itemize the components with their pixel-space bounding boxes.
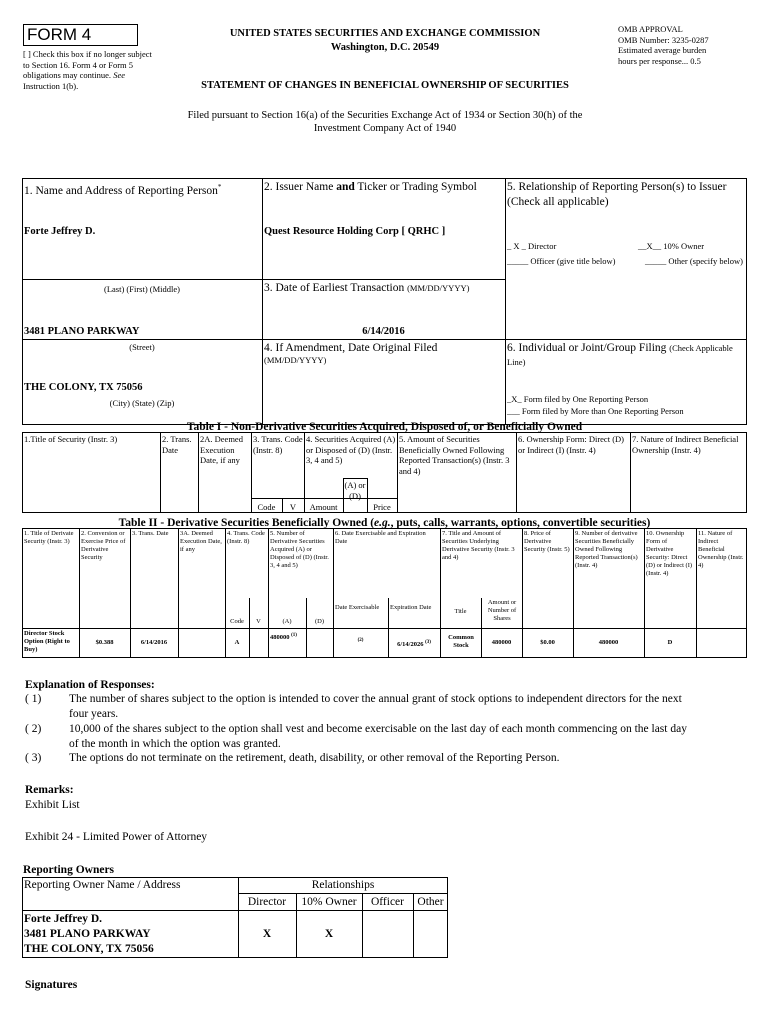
t2-sub-exer: Date Exercisable [335, 604, 380, 611]
owner-ten-mark: X [324, 928, 334, 940]
reporting-person-name: Forte Jeffrey D. [24, 226, 96, 237]
t1-h1: 1.Title of Security (Instr. 3) [24, 434, 118, 444]
box5-label: 5. Relationship of Reporting Person(s) to Issuer [507, 181, 727, 193]
explanation-item-2-line2: of the month in which the option was granted. [69, 738, 281, 750]
t2-row-shares: 480000 [491, 639, 512, 646]
t1-sub-amount: Amount [309, 502, 338, 512]
box2-label: 2. Issuer Name and Ticker or Trading Symbol [264, 181, 477, 193]
omb-number: OMB Number: 3235-0287 [618, 34, 709, 45]
t1-sub-aord: (A) or (D) [344, 480, 366, 501]
filing-option-one: _X_ Form filed by One Reporting Person [507, 394, 649, 404]
form-title: FORM 4 [27, 25, 92, 44]
owner-director-mark: X [262, 928, 272, 940]
agency-city: Washington, D.C. 20549 [330, 42, 440, 53]
table2-title: Table II - Derivative Securities Beneficially Owned (e.g., puts, calls, warrants, options, convertible securities) [118, 517, 651, 529]
explanation-item-1-line2: four years. [69, 708, 119, 720]
t2-row-deriv-price: $0.00 [540, 639, 555, 646]
filed-line-2: Investment Company Act of 1940 [313, 123, 457, 134]
explanation-item-1-num: ( 1) [25, 693, 42, 705]
owners-col-other: Other [417, 896, 444, 908]
t2-h4: 4. Trans. Code (Instr. 8) [227, 530, 265, 545]
t2-h6: 6. Date Exercisable and Expiration Date [335, 530, 426, 545]
explanation-item-2-line1: 10,000 of the shares subject to the option shall vest and become exercisable on the last day of each month commencing on the last day [69, 723, 687, 735]
omb-approval [618, 24, 758, 66]
t1-sub-price: Price [373, 502, 391, 512]
t2-h1: 1. Title of Derivate Security (Instr. 3) [24, 530, 74, 545]
street-caption: (Street) [129, 342, 155, 352]
check-box-text: [ ] Check this box if no longer subject to Section 16. Form 4 or Form 5 obligations may continue. [23, 49, 152, 80]
check-box-instruction [23, 49, 153, 91]
box4-date-format: (MM/DD/YYYY) [264, 355, 327, 365]
t2-row-expiration: 6/14/2026 $^{(3)}$ [397, 640, 431, 649]
table1-title: Table I - Non-Derivative Securities Acquired, Disposed of, or Beneficially Owned [186, 421, 583, 433]
t1-h6: 6. Ownership Form: Direct (D) or Indirect (I) (Instr. 4) [518, 434, 624, 455]
explanation-item-1-line1: The number of shares subject to the option is intended to cover the annual grant of stock options to independent directors for the next [69, 693, 682, 705]
owners-col-relationships: Relationships [311, 879, 375, 891]
t2-sub-amt: Amount or Number of Shares [487, 599, 517, 622]
t1-h2a: 2A. Deemed Execution Date, if any [200, 434, 243, 465]
t2-h9: 9. Number of derivative Securities Beneficially Owned Following Reported Transaction(s) (Instr. 4) [575, 530, 638, 569]
t2-sub-exp: Expiration Date [390, 604, 432, 611]
t2-row-form: D [667, 639, 673, 646]
box5-sub: (Check all applicable) [507, 196, 609, 208]
t2-sub-title: Title [454, 608, 467, 615]
filing-option-more: ___ Form filed by More than One Reporting Person [507, 406, 684, 416]
t2-row-exer-note: (2) [357, 638, 364, 643]
t2-h5: 5. Number of Derivative Securities Acquired (A) or Disposed of (D) (Instr. 3, 4 and 5) [270, 530, 329, 569]
t2-row-acquired: 480000 $^{(1)}$ [270, 633, 297, 642]
remarks-line-2: Exhibit 24 - Limited Power of Attorney [25, 831, 208, 843]
t2-h7: 7. Title and Amount of Securities Underlying Derivative Security (Instr. 3 and 4) [442, 530, 515, 561]
relationship-officer: _____ Officer (give title below) [507, 256, 616, 266]
box1-label: 1. Name and Address of Reporting Person* [24, 183, 222, 197]
owner-name: Forte Jeffrey D. [24, 913, 103, 925]
owners-col-name: Reporting Owner Name / Address [24, 879, 181, 891]
explanation-item-3-line1: The options do not terminate on the retirement, death, disability, or other removal of the Reporting Person. [69, 752, 560, 764]
box6-label: 6. Individual or Joint/Group Filing (Check Applicable Line) [507, 342, 733, 367]
owners-heading: Reporting Owners [23, 864, 115, 876]
relationship-director: _ X _ Director [507, 241, 557, 251]
relationship-other: _____ Other (specify below) [645, 256, 743, 266]
box4-label: 4. If Amendment, Date Original Filed [264, 342, 438, 354]
omb-title: OMB APPROVAL [618, 24, 683, 34]
issuer-name: Quest Resource Holding Corp [ QRHC ] [264, 226, 446, 237]
explanation-heading: Explanation of Responses: [25, 679, 155, 691]
t2-row-date: 6/14/2016 [140, 639, 168, 646]
reporting-person-street: 3481 PLANO PARKWAY [24, 326, 140, 337]
city-caption: (City) (State) (Zip) [109, 398, 175, 408]
explanation-item-3-num: ( 3) [25, 752, 42, 764]
box3-label: 3. Date of Earliest Transaction (MM/DD/YYYY) [264, 282, 470, 294]
explanation-item-2-num: ( 2) [25, 723, 42, 735]
owners-col-officer: Officer [371, 896, 404, 908]
t1-h3: 3. Trans. Code (Instr. 8) [253, 434, 303, 455]
name-caption: (Last) (First) (Middle) [103, 284, 180, 294]
agency-name: UNITED STATES SECURITIES AND EXCHANGE COMMISSION [229, 28, 541, 39]
owner-street: 3481 PLANO PARKWAY [24, 928, 151, 940]
earliest-transaction-date: 6/14/2016 [362, 326, 405, 337]
t2-sub-v: V [256, 618, 261, 625]
signatures-heading: Signatures [25, 979, 78, 991]
t1-h5: 5. Amount of Securities Beneficially Owned Following Reported Transaction(s) (Instr. 3 and 4) [399, 434, 510, 476]
t2-h3: 3. Trans. Date [132, 530, 169, 537]
relationship-ten-pct: __X__ 10% Owner [638, 241, 705, 251]
t2-h2: 2. Conversion or Exercise Price of Derivative Security [81, 530, 126, 561]
t1-h4: 4. Securities Acquired (A) or Disposed of (D) (Instr. 3, 4 and 5) [306, 434, 396, 465]
t1-h7: 7. Nature of Indirect Beneficial Ownership (Instr. 4) [632, 434, 739, 455]
omb-burden: Estimated average burden [618, 45, 707, 55]
owners-col-director: Director [247, 896, 287, 908]
owner-city: THE COLONY, TX 75056 [24, 943, 154, 955]
t2-sub-code: Code [230, 618, 244, 625]
remarks-line-1: Exhibit List [25, 799, 80, 811]
t2-row-owned: 480000 [598, 639, 619, 646]
check-box-instr: Instruction 1(b). [23, 80, 79, 91]
t2-row-security: Director Stock Option (Right to Buy) [24, 630, 70, 653]
t2-row-code: A [234, 639, 240, 646]
t2-row-price: $0.388 [95, 639, 114, 646]
t1-sub-v: V [289, 502, 297, 512]
owners-col-ten: 10% Owner [301, 896, 357, 908]
t2-h3a: 3A. Deemed Execution Date, if any [180, 530, 222, 553]
reporting-person-city: THE COLONY, TX 75056 [24, 382, 143, 393]
t2-h8: 8. Price of Derivative Security (Instr. 5) [524, 530, 570, 553]
t2-sub-a: (A) [282, 618, 292, 625]
t2-h11: 11. Nature of Indirect Beneficial Ownership (Instr. 4) [698, 530, 744, 569]
check-box-see: See [113, 70, 125, 80]
omb-hours: hours per response... 0.5 [618, 55, 701, 66]
remarks-heading: Remarks: [25, 784, 74, 796]
t2-h10: 10. Ownership Form of Derivative Security: Direct (D) or Indirect (I) (Instr. 4) [646, 530, 693, 577]
t2-row-title: Common Stock [448, 634, 474, 649]
filed-line-1: Filed pursuant to Section 16(a) of the Securities Exchange Act of 1934 or Section 30(h) of the [187, 110, 583, 121]
t1-h2: 2. Trans. Date [162, 434, 192, 455]
t1-sub-code: Code [257, 502, 276, 512]
t2-sub-d: (D) [314, 618, 325, 625]
statement-title: STATEMENT OF CHANGES IN BENEFICIAL OWNERSHIP OF SECURITIES [201, 80, 569, 91]
